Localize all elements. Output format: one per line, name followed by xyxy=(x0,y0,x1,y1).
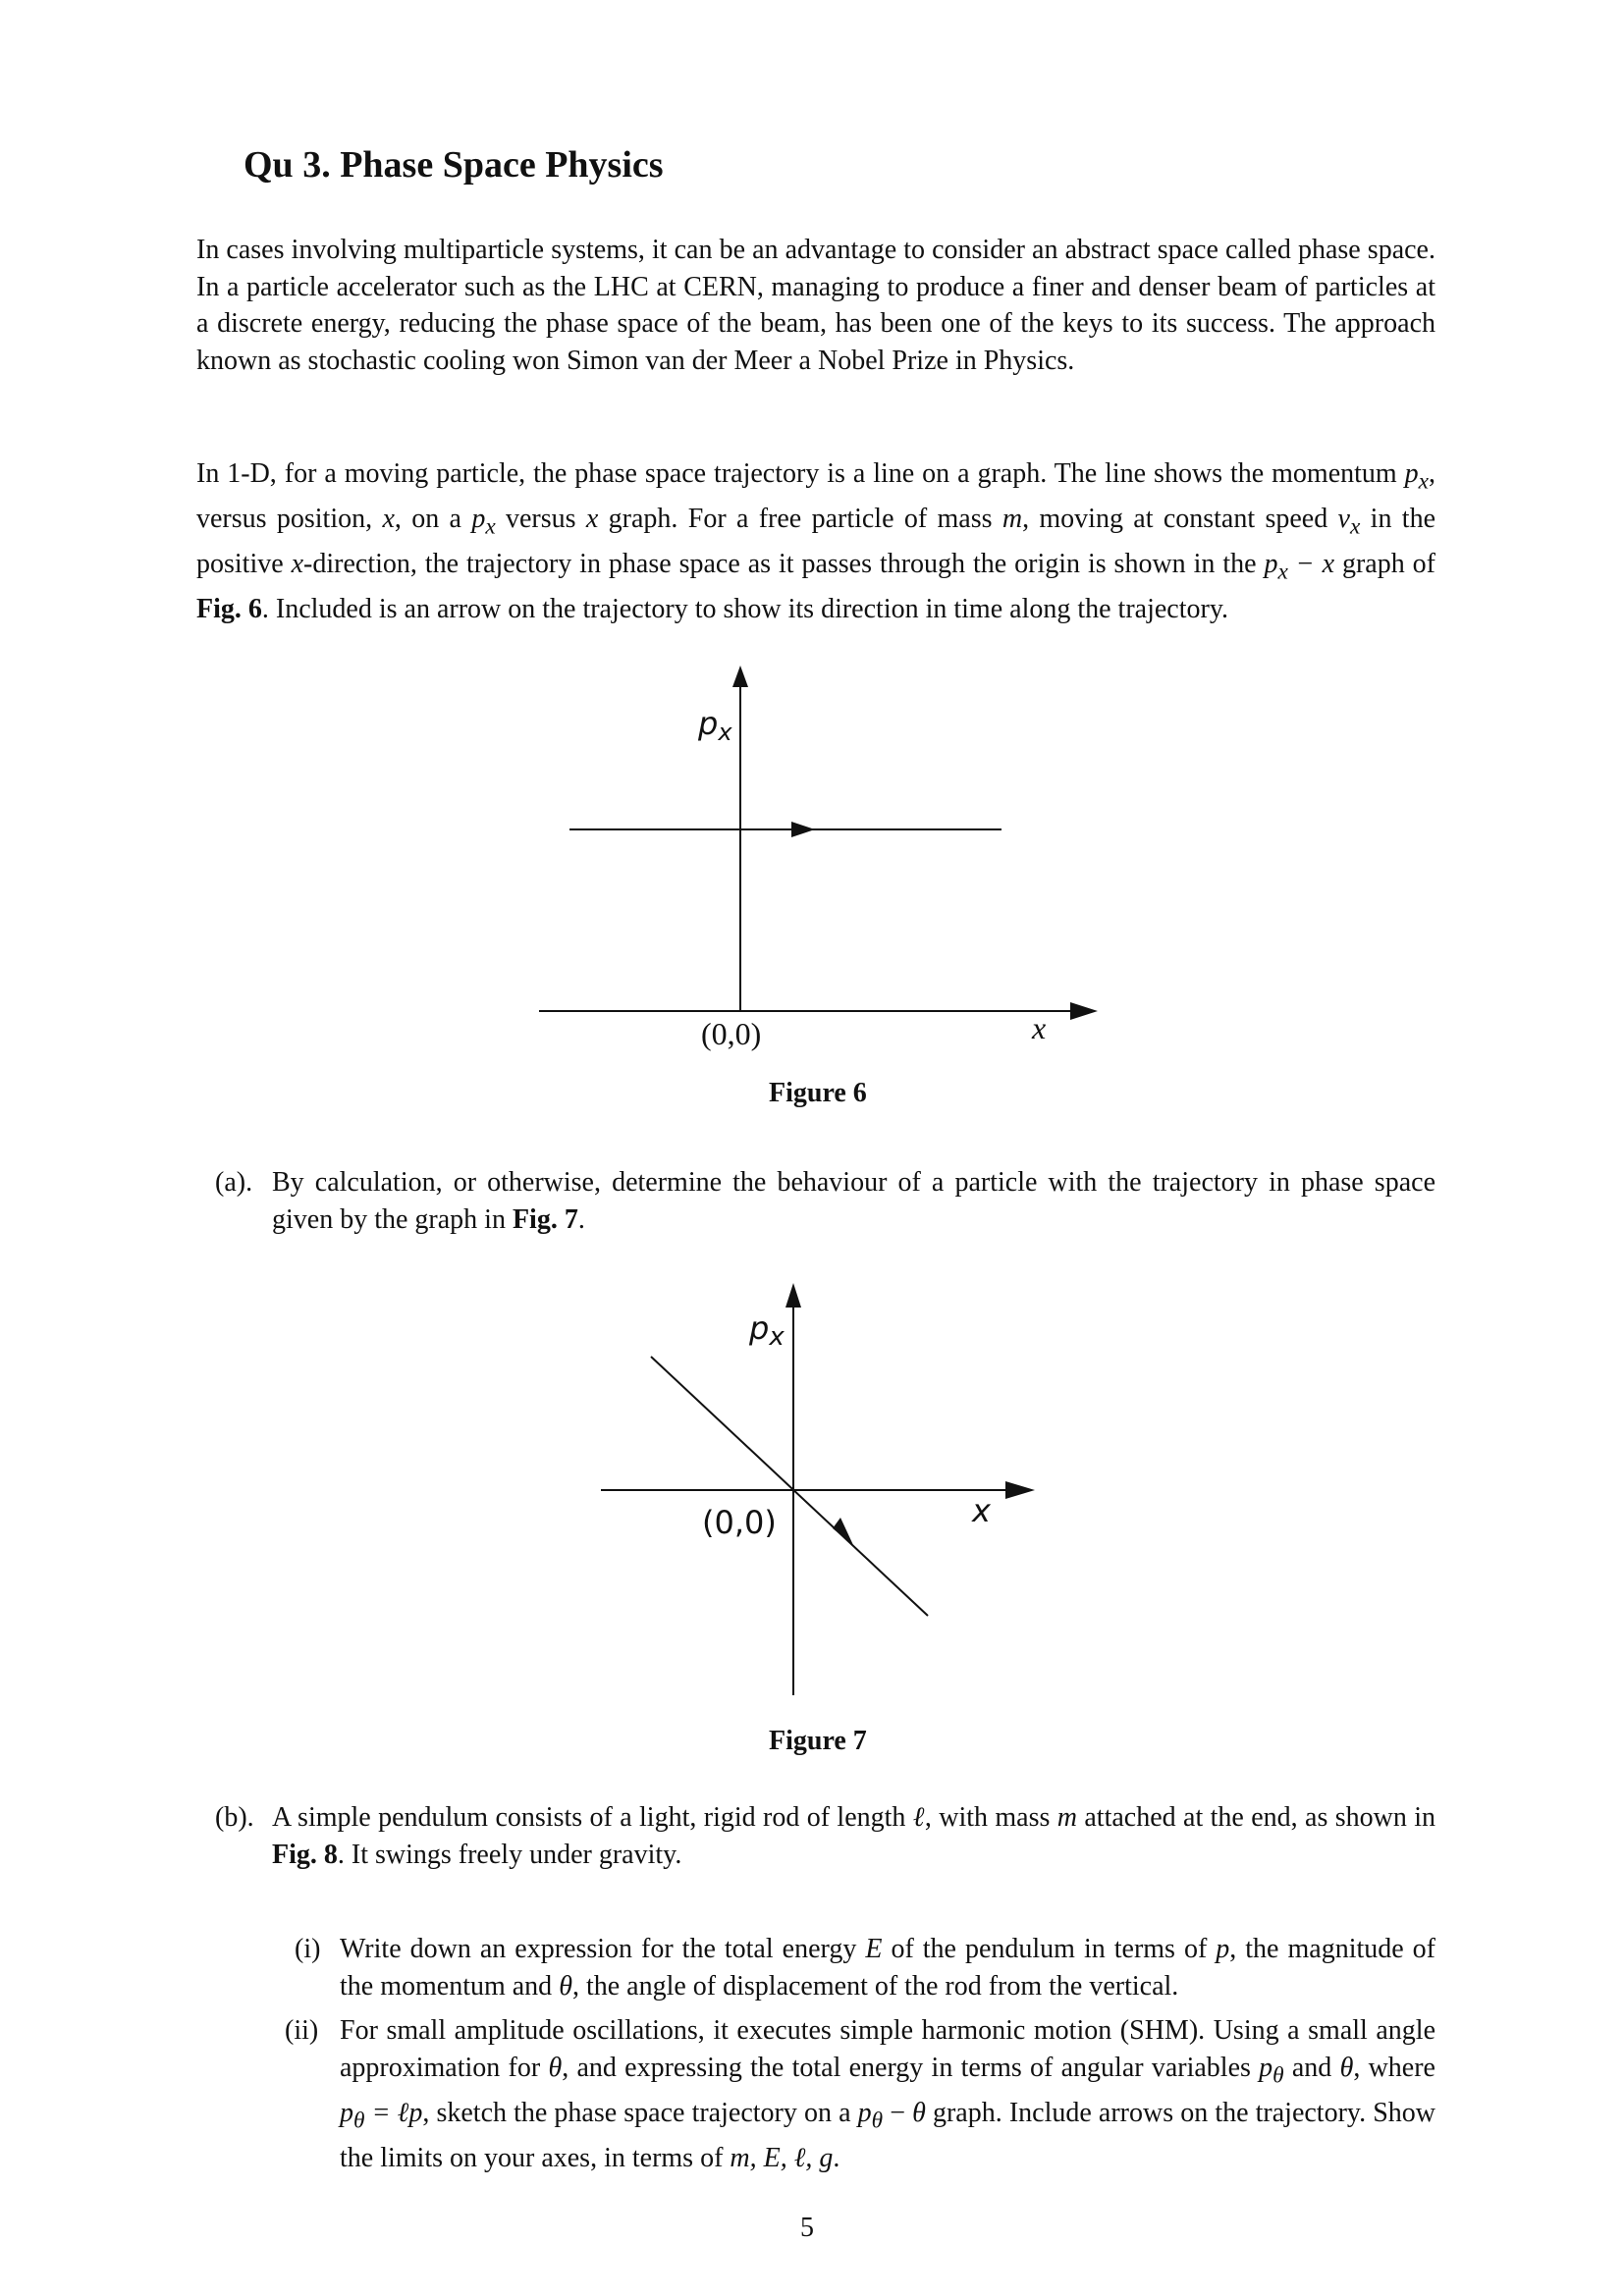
page-number: 5 xyxy=(800,2213,814,2243)
part-a: (a). By calculation, or otherwise, determine the behaviour of a particle with the trajectory in phase space given by the graph in Fig. 7. xyxy=(215,1164,1435,1238)
fig7-x-label: x xyxy=(972,1492,991,1529)
fig7-y-label: px xyxy=(749,1309,785,1352)
fig6-y-label: px xyxy=(698,705,732,746)
question-title: Qu 3. Phase Space Physics xyxy=(244,144,664,186)
part-b-ii: (ii) For small amplitude oscillations, it executes simple harmonic motion (SHM). Using a small angle approximation for θ, and expressing the total energy in terms of angular variables $p_\theta$ and θ, where $p_\theta$ = ℓp, sketch the phase space trajectory on a $p_\theta - \theta$ graph. Include arrows on the trajectory. Show the limits on your axes, in terms of m, E, ℓ, g. xyxy=(285,2012,1435,2176)
fig6-reference: Fig. 6 xyxy=(196,594,262,625)
fig7-direction-arrow xyxy=(833,1518,853,1545)
fig8-reference: Fig. 8 xyxy=(272,1839,338,1870)
fig7-reference: Fig. 7 xyxy=(512,1203,578,1235)
part-b: (b). A simple pendulum consists of a light, rigid rod of length ℓ, with mass m attached at the end, as shown in Fig. 8. It swings freely under gravity. xyxy=(215,1799,1435,1873)
part-b-i: (i) Write down an expression for the total energy E of the pendulum in terms of p, the magnitude of the momentum and θ, the angle of displacement of the rod from the vertical. xyxy=(295,1931,1435,2004)
intro-paragraph: In cases involving multiparticle systems, it can be an advantage to consider an abstract space called phase space. In a particle accelerator such as the LHC at CERN, managing to produce a finer and denser beam of particles at a discrete energy, reducing the phase space of the beam, has been one of the keys to its success. The approach known as stochastic cooling won Simon van der Meer a Nobel Prize in Physics. xyxy=(196,235,1435,376)
part-a-label: (a). xyxy=(215,1167,253,1198)
fig6-x-label: x xyxy=(1032,1010,1047,1045)
part-b-ii-label: (ii) xyxy=(285,2015,319,2046)
fig7-x-axis xyxy=(601,1481,1035,1499)
figure-6-caption: Figure 6 xyxy=(769,1078,867,1108)
fig7-trajectory-line xyxy=(651,1357,928,1616)
part-b-i-label: (i) xyxy=(295,1934,321,1964)
fig6-origin-label: (0,0) xyxy=(701,1016,762,1051)
part-b-label: (b). xyxy=(215,1802,254,1833)
paragraph-1d-trajectory: In 1-D, for a moving particle, the phase space trajectory is a line on a graph. The line shows the momentum $p_x$, versus position, x, on a $p_x$ versus x graph. For a free particle of mass m, moving at constant speed $v_x$ in the positive x-direction, the trajectory in phase space as it passes through the origin is shown in the $p_x - x$ graph of Fig. 6. Included is an arrow on the trajectory to show its direction in time along the trajectory. xyxy=(196,458,1435,625)
figure-7-caption: Figure 7 xyxy=(769,1726,867,1756)
fig7-origin-label: (0,0) xyxy=(702,1504,777,1541)
